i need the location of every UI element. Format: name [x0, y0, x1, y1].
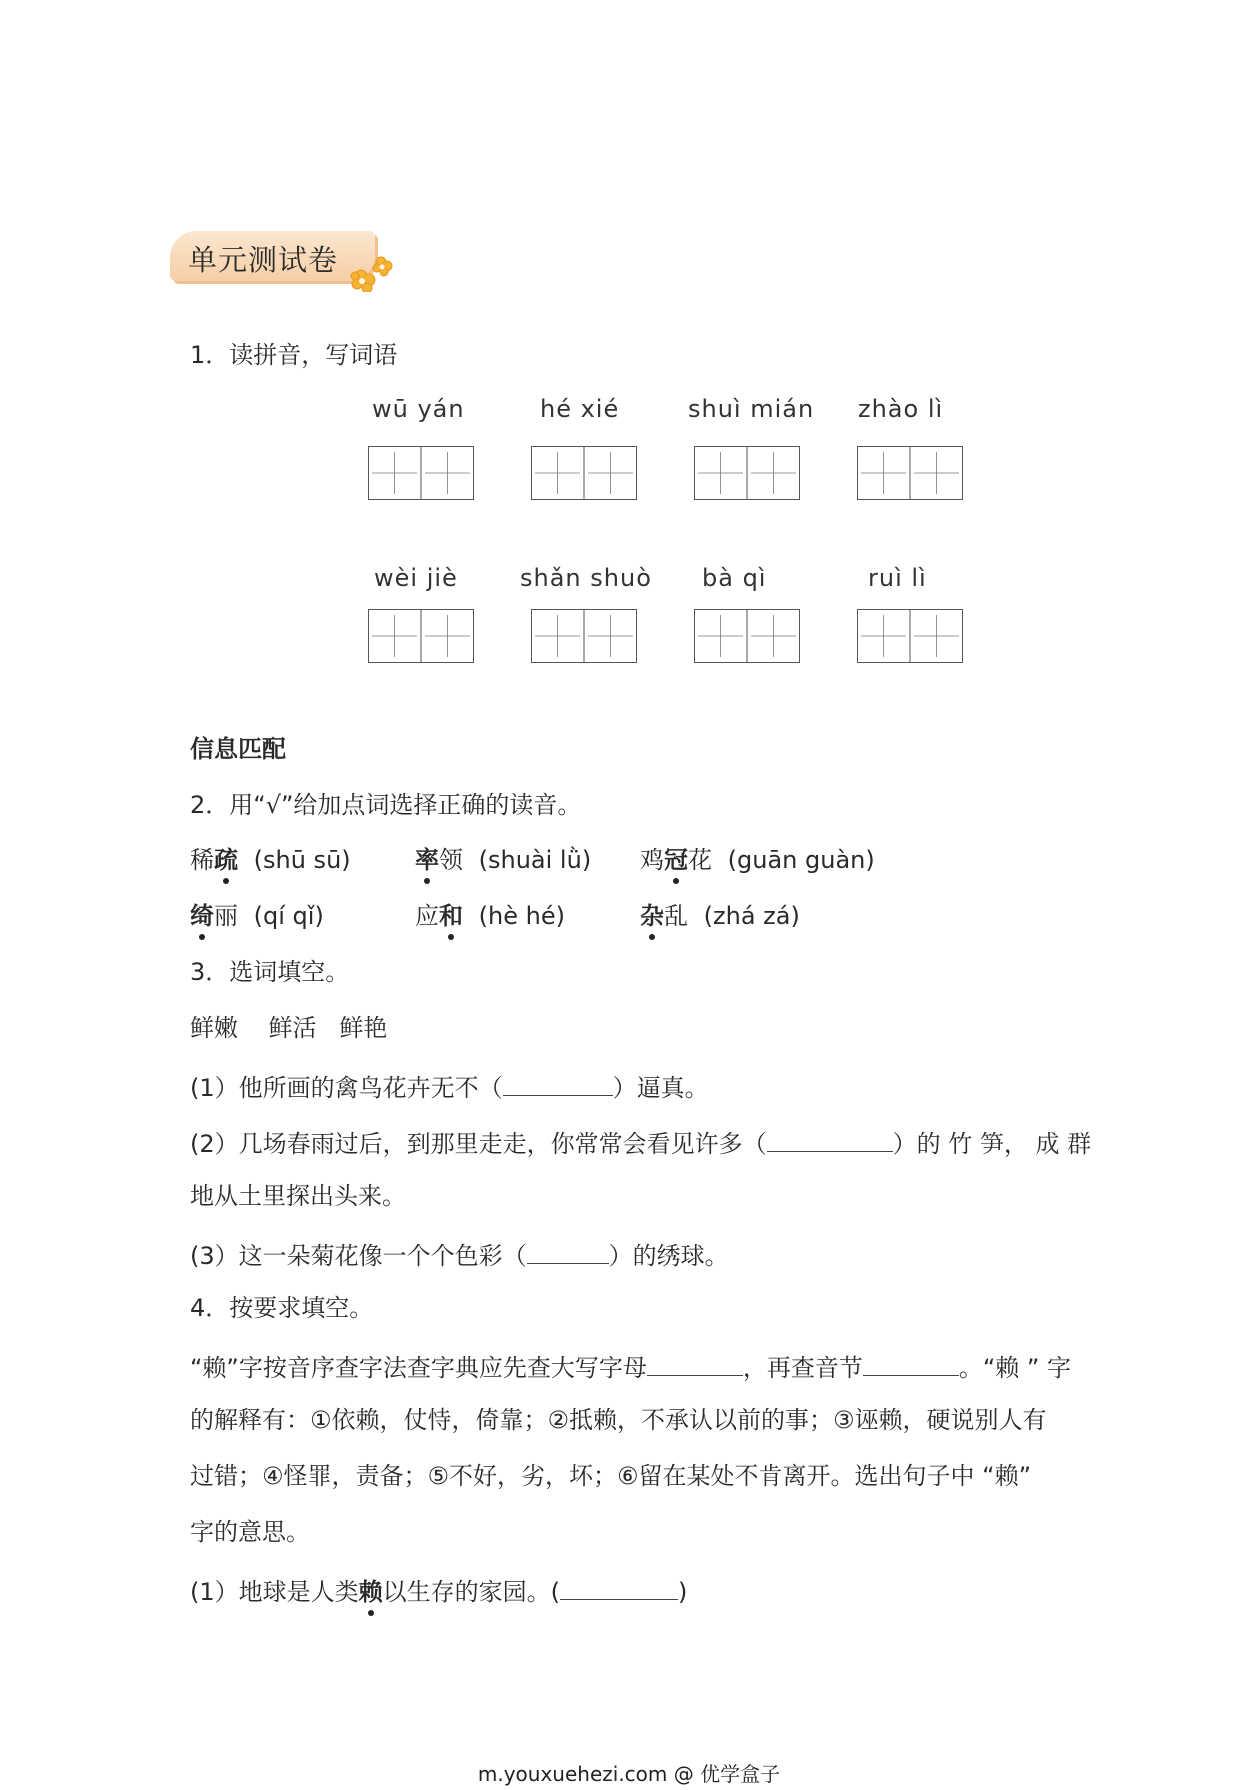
sentence-text: (2）几场春雨过后，到那里走走，你常常会看见许多（	[190, 1130, 767, 1158]
answer-blank[interactable]	[527, 1237, 609, 1264]
dotted-char: 疏	[214, 846, 238, 874]
word-part: 花	[688, 846, 712, 874]
writing-grid[interactable]	[857, 609, 963, 663]
sentence-text: )	[678, 1578, 688, 1606]
pinyin-label: zhào lì	[858, 395, 944, 423]
pinyin-label: wū yán	[372, 395, 465, 423]
writing-grid[interactable]	[694, 609, 800, 663]
dotted-char: 赖	[358, 1578, 383, 1606]
word-part: 丽	[214, 902, 238, 930]
q2-title: 2．用“√”给加点词选择正确的读音。	[190, 791, 582, 819]
fill-sentence-1	[190, 1069, 709, 1103]
banner-title: 单元测试卷	[188, 243, 339, 277]
word-part: 稀	[190, 846, 214, 874]
reading-option-item	[190, 845, 351, 875]
q4-paragraph-line	[190, 1349, 1071, 1383]
pinyin-label: hé xié	[540, 395, 620, 423]
sentence-text: ）的 竹 笋， 成 群	[892, 1130, 1092, 1158]
sentence-text: ）逼真。	[612, 1074, 709, 1102]
paragraph-text: ，再查音节	[742, 1354, 863, 1382]
reading-option-item	[640, 845, 875, 875]
section-banner	[170, 231, 375, 281]
word-choices: 鲜嫩 鲜活 鲜艳	[190, 1014, 388, 1042]
pinyin-label: ruì lì	[868, 564, 927, 592]
reading-option-item	[415, 845, 591, 875]
letter-blank[interactable]	[647, 1349, 743, 1376]
pinyin-options[interactable]: (zhá zá)	[703, 902, 800, 930]
q4-paragraph-line: 的解释有：①依赖，仗恃，倚靠；②抵赖，不承认以前的事；③诬赖，硬说别人有	[190, 1406, 1047, 1434]
writing-grid[interactable]	[368, 446, 474, 500]
syllable-blank[interactable]	[863, 1349, 959, 1376]
dotted-char: 率	[415, 846, 439, 874]
footer-watermark: m.youxuehezi.com @ 优学盒子	[477, 1762, 781, 1786]
word-part: 应	[415, 902, 439, 930]
fill-sentence-2	[190, 1125, 1091, 1159]
sentence-text: ）的绣球。	[608, 1242, 729, 1270]
paragraph-text: 。“赖 ” 字	[958, 1354, 1071, 1382]
answer-blank[interactable]	[560, 1573, 678, 1600]
dotted-char: 和	[439, 902, 463, 930]
q4-paragraph-line: 字的意思。	[190, 1518, 310, 1546]
q4-paragraph-line: 过错；④怪罪，责备；⑤不好，劣，坏；⑥留在某处不肯离开。选出句子中 “赖”	[190, 1462, 1032, 1490]
pinyin-options[interactable]: (guān guàn)	[727, 846, 875, 874]
dotted-char: 冠	[664, 846, 688, 874]
sentence-continuation: 地从土里探出头来。	[190, 1182, 406, 1210]
pinyin-label: shǎn shuò	[520, 564, 652, 592]
sentence-text: 以生存的家园。(	[382, 1578, 561, 1606]
q1-title: 1．读拼音，写词语	[190, 341, 398, 369]
word-part: 领	[439, 846, 463, 874]
flower-decoration-icon	[347, 250, 395, 292]
pinyin-options[interactable]: (hè hé)	[478, 902, 565, 930]
fill-sentence-3	[190, 1237, 729, 1271]
answer-blank[interactable]	[767, 1125, 893, 1152]
paragraph-text: “赖”字按音序查字法查字典应先查大写字母	[190, 1354, 647, 1382]
reading-option-item	[190, 901, 324, 931]
pinyin-label: bà qì	[702, 564, 767, 592]
reading-option-item	[640, 901, 800, 931]
dotted-char: 绮	[190, 902, 214, 930]
pinyin-options[interactable]: (shuài lǜ)	[478, 846, 592, 874]
dotted-char: 杂	[640, 902, 664, 930]
writing-grid[interactable]	[368, 609, 474, 663]
pinyin-label: wèi jiè	[374, 564, 458, 592]
writing-grid[interactable]	[694, 446, 800, 500]
q3-title: 3．选词填空。	[190, 958, 350, 986]
word-part: 鸡	[640, 846, 664, 874]
q4-title: 4．按要求填空。	[190, 1294, 374, 1322]
pinyin-options[interactable]: (shū sū)	[253, 846, 351, 874]
writing-grid[interactable]	[531, 446, 637, 500]
sentence-text: (1）地球是人类	[190, 1578, 359, 1606]
q4-sentence-1	[190, 1573, 687, 1607]
pinyin-options[interactable]: (qí qǐ)	[253, 902, 324, 930]
section-heading: 信息匹配	[190, 735, 286, 763]
answer-blank[interactable]	[503, 1069, 613, 1096]
word-part: 乱	[664, 902, 688, 930]
pinyin-label: shuì mián	[688, 395, 815, 423]
sentence-text: (3）这一朵菊花像一个个色彩（	[190, 1242, 527, 1270]
writing-grid[interactable]	[531, 609, 637, 663]
sentence-text: (1）他所画的禽鸟花卉无不（	[190, 1074, 503, 1102]
reading-option-item	[415, 901, 565, 931]
writing-grid[interactable]	[857, 446, 963, 500]
